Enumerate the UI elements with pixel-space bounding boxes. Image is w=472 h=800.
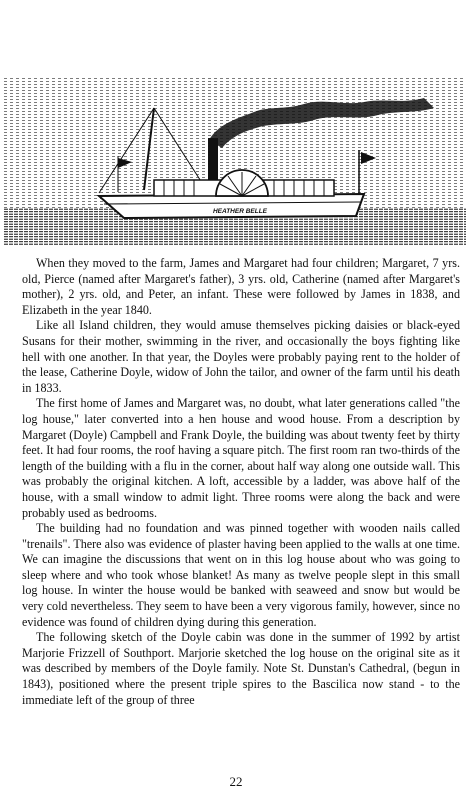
- paragraph: Like all Island children, they would amuse themselves picking daisies or black-eyed Susans for their mother, swimming in the river, and occasionally the boys fighting like hell with one another. In that year, the Doyles were probably paying rent to the holder of the lease, Catherine Doyle, widow of John the tailor, and owner of the farm until his death in 1833.: [22, 318, 460, 395]
- paragraph: The following sketch of the Doyle cabin was done in the summer of 1992 by artist Marjorie Frizzell of Southport. Marjorie sketched the log house on the original site as it was described by members of the Doyle family. Note St. Dunstan's Cathedral, (begun in 1843), positioned where the present triple spires to the Bascilica now stand - to the immediate left of the group of three: [22, 630, 460, 707]
- ship-name: HEATHER BELLE: [212, 208, 268, 215]
- steamship-illustration: [4, 68, 466, 246]
- paragraph: The building had no foundation and was pinned together with wooden nails called "trenails". There also was evidence of plaster having been applied to the walls at one time. We can imagine the discussions that went on in this log house about who was going to sleep where and who took whose blanket! As many as twelve people slept in this small log house. In winter the house would be banked with seaweed and snow but would be very cold nevertheless. They seem to have been a very vigorous family, however, since no evidence was found of children dying during this generation.: [22, 521, 460, 629]
- body-text: [22, 256, 460, 708]
- paragraph: When they moved to the farm, James and Margaret had four children; Margaret, 7 yrs. old, Pierce (named after Margaret's father), 3 yrs. old, Catherine (named after Margaret's mother), 2 yrs. old, and Peter, an infant. These were followed by James in 1838, and Elizabeth in the year 1840.: [22, 256, 460, 317]
- paragraph: The first home of James and Margaret was, no doubt, what later generations called "the log house," later converted into a hen house and wood house. From a description by Margaret (Doyle) Campbell and Frank Doyle, the building was about twenty feet by thirty feet. It had four rooms, the roof having a square pitch. The first room ran two-thirds of the length of the building with a flu in the corner, about half way along one outside wall. This was probably the original kitchen. A loft, accessible by a ladder, was above half of the house, with a small window to admit light. Three rooms were along the back and were probably used as bedrooms.: [22, 396, 460, 520]
- page-number: 22: [229, 774, 243, 789]
